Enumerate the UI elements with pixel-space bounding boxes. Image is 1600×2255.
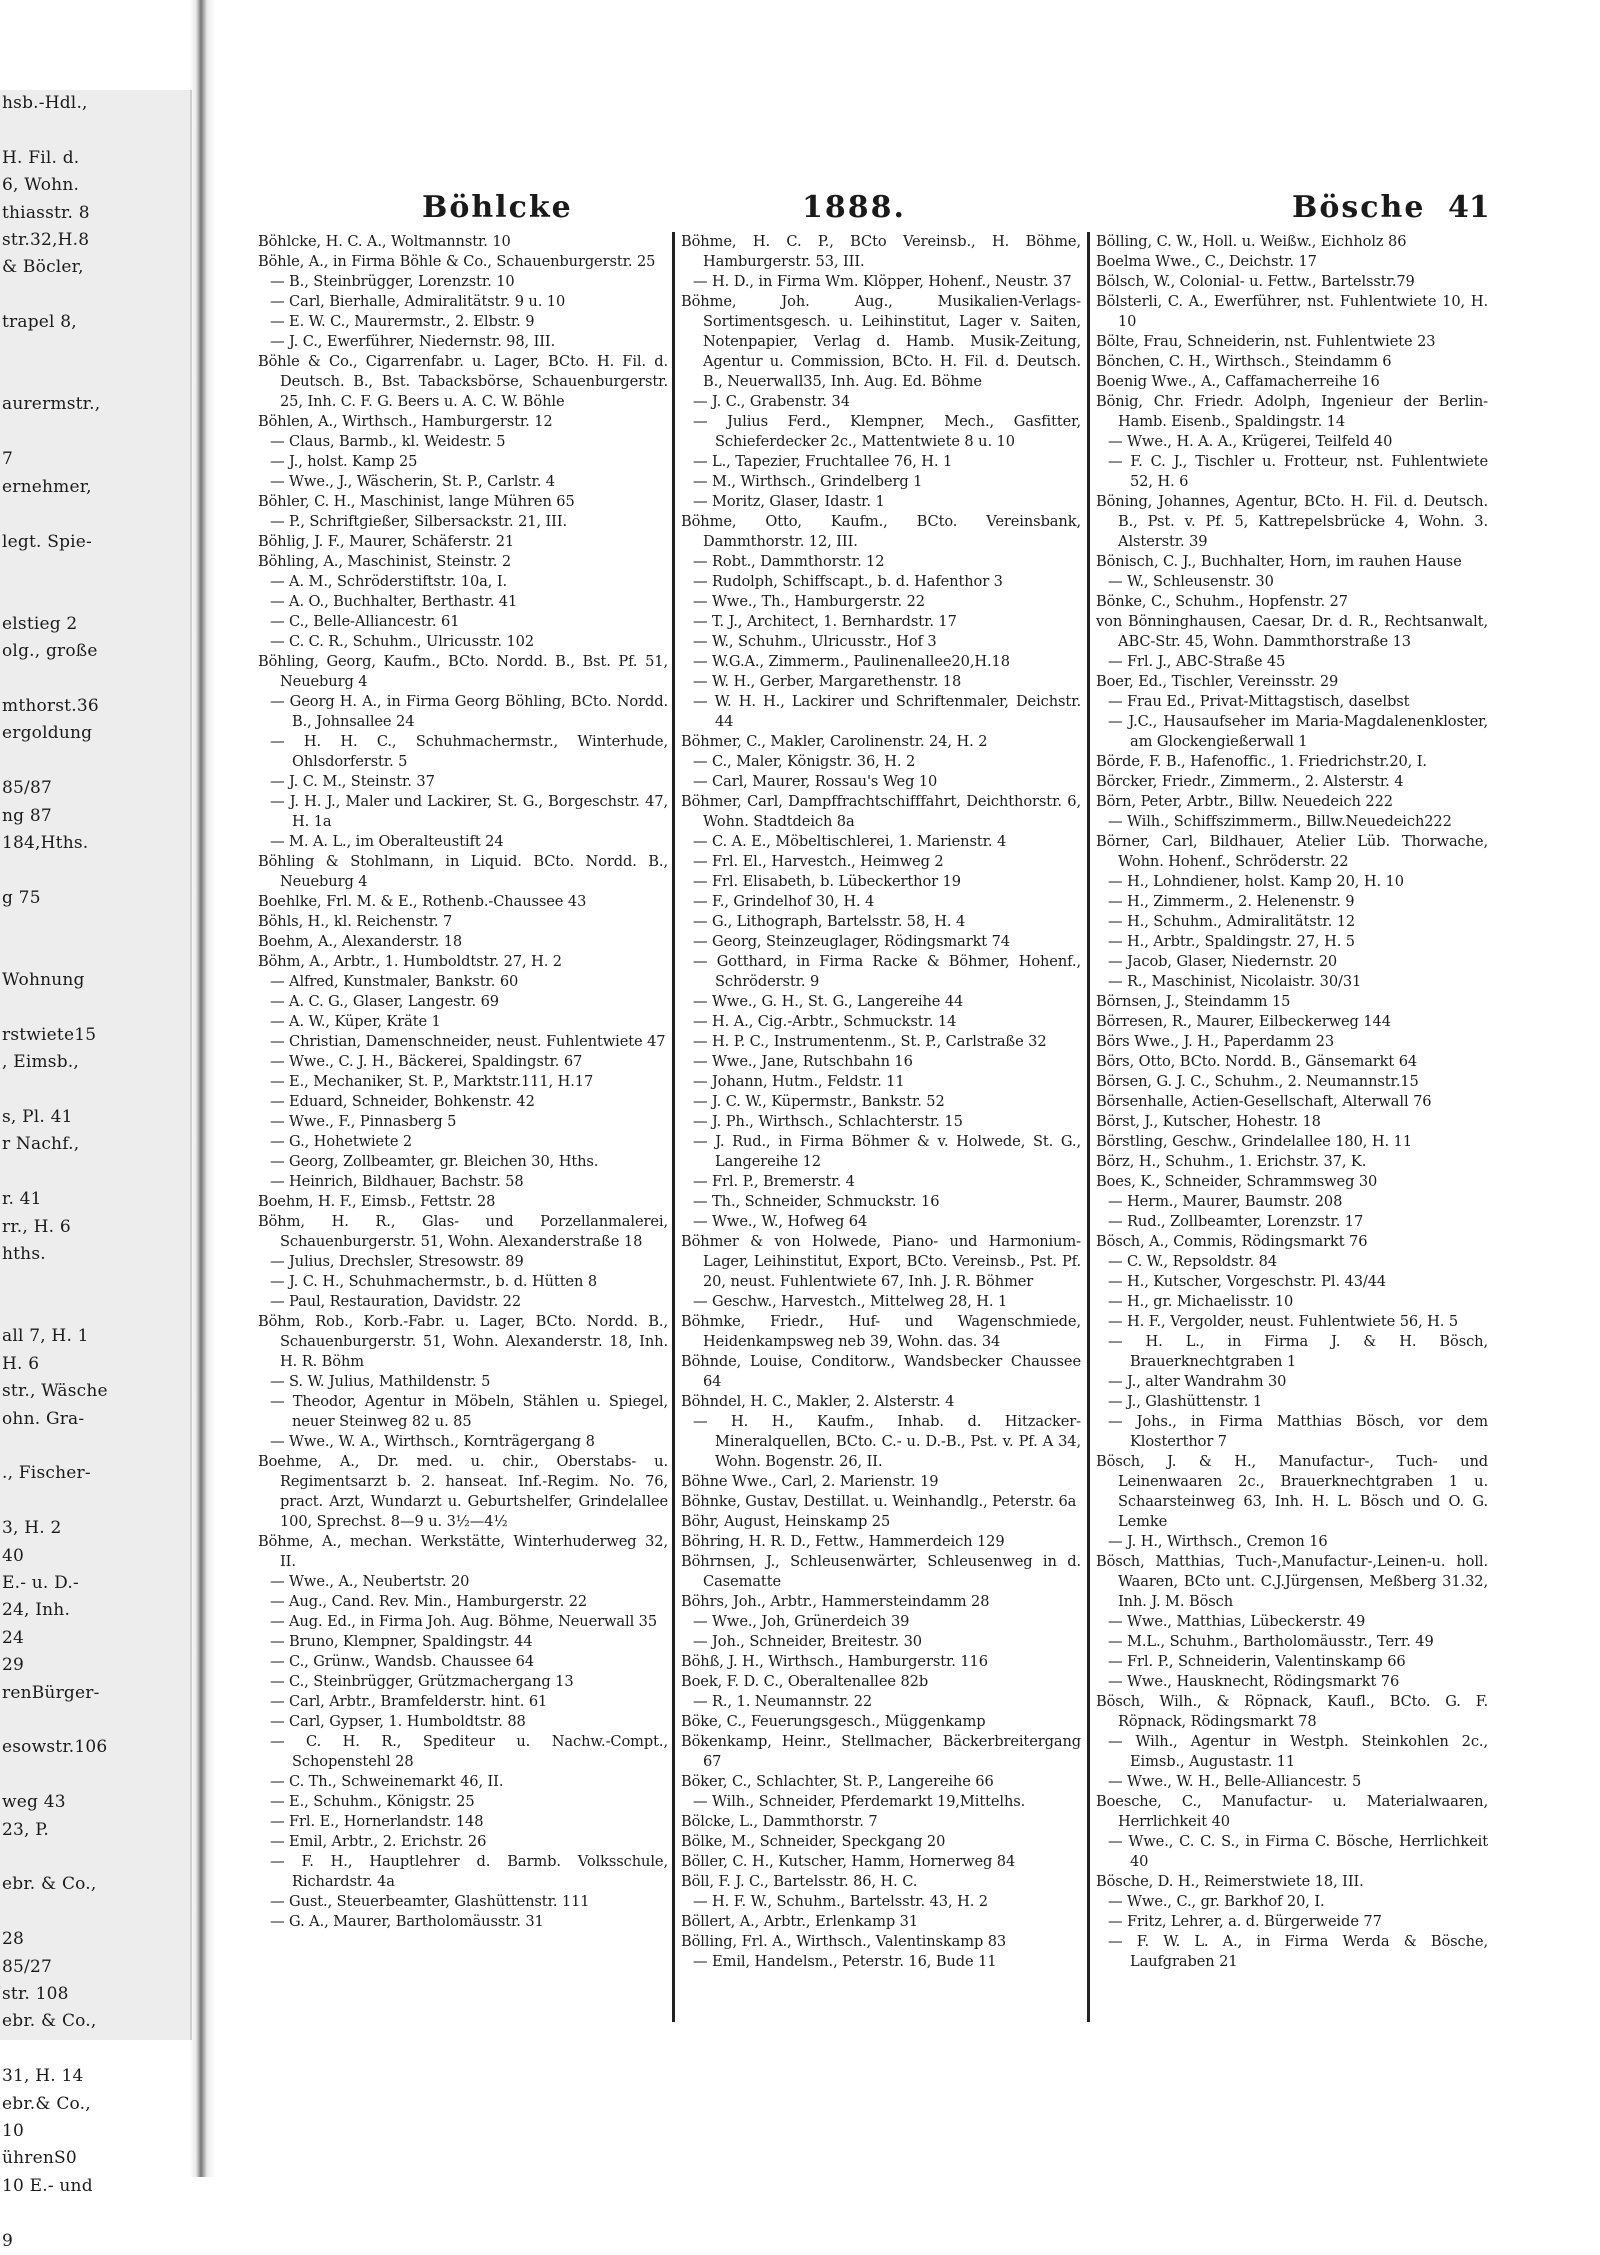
directory-entry: Böning, Johannes, Agentur, BCto. H. Fil. d. Deutsch. B., Pst. v. Pf. 5, Kattrepelsbrücke 4, Wohn. 3. Alsterstr. 39 bbox=[1096, 493, 1488, 550]
previous-page-fragment bbox=[0, 90, 192, 2251]
directory-entry: — C. A. E., Möbeltischlerei, 1. Marienstr. 4 bbox=[693, 833, 1007, 850]
directory-entry: — J. Ph., Wirthsch., Schlachterstr. 15 bbox=[693, 1113, 963, 1130]
directory-entry: — F. C. J., Tischler u. Frotteur, nst. Fuhlentwiete 52, H. 6 bbox=[1108, 453, 1488, 490]
directory-entry: — W.G.A., Zimmerm., Paulinenallee20,H.18 bbox=[693, 653, 1010, 670]
fragment-line: & Böcler, bbox=[2, 257, 84, 278]
directory-entry: Böhme, H. C. P., BCto Vereinsb., H. Böhme, Hamburgerstr. 53, III. bbox=[681, 233, 1081, 270]
directory-entry: — C. C. R., Schuhm., Ulricusstr. 102 bbox=[270, 633, 535, 650]
directory-entry: — H. P. C., Instrumentenm., St. P., Carlstraße 32 bbox=[693, 1033, 1047, 1050]
directory-entry: Böhlen, A., Wirthsch., Hamburgerstr. 12 bbox=[258, 413, 553, 430]
directory-entry: — F. H., Hauptlehrer d. Barmb. Volksschule, Richardstr. 4a bbox=[270, 1853, 668, 1890]
directory-entry: — C. W., Repsoldstr. 84 bbox=[1108, 1253, 1278, 1270]
directory-entry: Boehm, H. F., Eimsb., Fettstr. 28 bbox=[258, 1193, 496, 1210]
fragment-line: weg 43 bbox=[2, 1792, 66, 1813]
fragment-line: str. 108 bbox=[2, 1984, 69, 2005]
fragment-line bbox=[0, 282, 190, 309]
fragment-line: , Eimsb., bbox=[2, 1052, 79, 1073]
directory-entry: — Moritz, Glaser, Idastr. 1 bbox=[693, 493, 885, 510]
directory-entry: — Emil, Arbtr., 2. Erichstr. 26 bbox=[270, 1833, 487, 1850]
directory-entry: — C. Th., Schweinemarkt 46, II. bbox=[270, 1773, 504, 1790]
fragment-line bbox=[0, 1433, 190, 1460]
directory-entry: Bösch, J. & H., Manufactur-, Tuch- und Leinenwaaren 2c., Brauerknechtgraben 1 u. Schaarsteinweg 63, Inh. H. L. Bösch und O. G. Lemke bbox=[1096, 1453, 1488, 1530]
directory-entry: — J., holst. Kamp 25 bbox=[270, 453, 418, 470]
page-number: 41 bbox=[1448, 190, 1490, 225]
directory-entry: Börcker, Friedr., Zimmerm., 2. Alsterstr. 4 bbox=[1096, 773, 1404, 790]
directory-entry: — Frl. J., ABC-Straße 45 bbox=[1108, 653, 1286, 670]
directory-entry: — Wwe., Matthias, Lübeckerstr. 49 bbox=[1108, 1613, 1366, 1630]
directory-entry: Bölte, Frau, Schneiderin, nst. Fuhlentwiete 23 bbox=[1096, 333, 1436, 350]
directory-entry: Böhle & Co., Cigarrenfabr. u. Lager, BCto. H. Fil. d. Deutsch. B., Bst. Tabacksbörse, Schauenburgerstr. 25, Inh. C. F. G. Beers u. A. C. W. Böhle bbox=[258, 353, 668, 410]
directory-entry: — H. L., in Firma J. & H. Bösch, Brauerknechtgraben 1 bbox=[1108, 1333, 1488, 1370]
fragment-line: ohn. Gra- bbox=[2, 1408, 85, 1429]
fragment-line: 7 bbox=[2, 449, 14, 470]
directory-entry: — F., Grindelhof 30, H. 4 bbox=[693, 893, 875, 910]
fragment-line: 40 bbox=[2, 1545, 25, 1566]
directory-entry: Böhler, C. H., Maschinist, lange Mühren 65 bbox=[258, 493, 575, 510]
directory-entry: Bölsterli, C. A., Ewerführer, nst. Fuhlentwiete 10, H. 10 bbox=[1096, 293, 1488, 330]
fragment-line: ng 87 bbox=[2, 805, 52, 826]
directory-entry: — E. W. C., Maurermstr., 2. Elbstr. 9 bbox=[270, 313, 535, 330]
directory-entry: — Rud., Zollbeamter, Lorenzstr. 17 bbox=[1108, 1213, 1364, 1230]
directory-entry: — M. A. L., im Oberalteustift 24 bbox=[270, 833, 504, 850]
directory-entry: — H. D., in Firma Wm. Klöpper, Hohenf., Neustr. 37 bbox=[693, 273, 1072, 290]
directory-entry: Boenig Wwe., A., Caffamacherreihe 16 bbox=[1096, 373, 1380, 390]
directory-entry: Bönchen, C. H., Wirthsch., Steindamm 6 bbox=[1096, 353, 1392, 370]
directory-entry: Böhrnsen, J., Schleusenwärter, Schleusenweg in d. Casematte bbox=[681, 1553, 1081, 1590]
fragment-line: elstieg 2 bbox=[2, 613, 78, 634]
directory-entry: — Wwe., Jane, Rutschbahn 16 bbox=[693, 1053, 913, 1070]
directory-entry: Böhmer, Carl, Dampffrachtschifffahrt, Deichthorstr. 6, Wohn. Stadtdeich 8a bbox=[681, 793, 1081, 830]
directory-entry: — Th., Schneider, Schmuckstr. 16 bbox=[693, 1193, 940, 1210]
running-head-left: Böhlcke bbox=[422, 190, 573, 225]
fragment-line: 24, Inh. bbox=[2, 1600, 71, 1621]
directory-entry: Boehme, A., Dr. med. u. chir., Oberstabs- u. Regimentsarzt b. 2. hanseat. Inf.-Regim. No. 76, pract. Arzt, Wundarzt u. Geburtshelfer, Grindelallee 100, Sprechst. 8—9 u. 3½—4½ bbox=[258, 1453, 668, 1530]
directory-entry: Böhm, H. R., Glas- und Porzellanmalerei, Schauenburgerstr. 51, Wohn. Alexanderstraße 18 bbox=[258, 1213, 668, 1250]
directory-entry: Bönisch, C. J., Buchhalter, Horn, im rauhen Hause bbox=[1096, 553, 1462, 570]
directory-entry: Böhlig, J. F., Maurer, Schäferstr. 21 bbox=[258, 533, 515, 550]
directory-entry: — H. H. C., Schuhmachermstr., Winterhude, Ohlsdorferstr. 5 bbox=[270, 733, 668, 770]
directory-entry: — J. Rud., in Firma Böhmer & v. Holwede, St. G., Langereihe 12 bbox=[693, 1133, 1081, 1170]
directory-entry: — Georg, Zollbeamter, gr. Bleichen 30, Hths. bbox=[270, 1153, 599, 1170]
directory-entry: — Robt., Dammthorstr. 12 bbox=[693, 553, 885, 570]
directory-entry: Bölsch, W., Colonial- u. Fettw., Bartelsstr.79 bbox=[1096, 273, 1415, 290]
directory-entry: — J. C. M., Steinstr. 37 bbox=[270, 773, 435, 790]
directory-entry: — Herm., Maurer, Baumstr. 208 bbox=[1108, 1193, 1343, 1210]
directory-entry: Boehlke, Frl. M. & E., Rothenb.-Chaussee 43 bbox=[258, 893, 587, 910]
directory-entry: Bösche, D. H., Reimerstwiete 18, III. bbox=[1096, 1873, 1364, 1890]
directory-entry: — Frl. E., Hornerlandstr. 148 bbox=[270, 1813, 484, 1830]
directory-entry: — J. C., Ewerführer, Niedernstr. 98, III. bbox=[270, 333, 556, 350]
directory-entry: — W. H., Gerber, Margarethenstr. 18 bbox=[693, 673, 962, 690]
fragment-line: 6, Wohn. bbox=[2, 175, 80, 196]
directory-entry: — Georg H. A., in Firma Georg Böhling, BCto. Nordd. B., Johnsallee 24 bbox=[270, 693, 668, 730]
directory-entry: — Aug. Ed., in Firma Joh. Aug. Böhme, Neuerwall 35 bbox=[270, 1613, 658, 1630]
fragment-line: 9 bbox=[2, 2230, 14, 2251]
directory-entry: Börsen, G. J. C., Schuhm., 2. Neumannstr.15 bbox=[1096, 1073, 1419, 1090]
directory-entry: — H. F. W., Schuhm., Bartelsstr. 43, H. 2 bbox=[693, 1893, 988, 1910]
fragment-line: ebr. & Co., bbox=[2, 2011, 97, 2032]
column-divider bbox=[1087, 232, 1090, 2022]
fragment-line bbox=[0, 2200, 190, 2227]
directory-entry: Böller, C. H., Kutscher, Hamm, Hornerweg 84 bbox=[681, 1853, 1016, 1870]
directory-entry: — Christian, Damenschneider, neust. Fuhlentwiete 47 bbox=[270, 1033, 666, 1050]
fragment-line: ergoldung bbox=[2, 723, 93, 744]
fragment-line: rr., H. 6 bbox=[2, 1216, 71, 1237]
fragment-line: ührenS0 bbox=[2, 2148, 77, 2169]
directory-entry: Böhß, J. H., Wirthsch., Hamburgerstr. 116 bbox=[681, 1653, 988, 1670]
directory-entry: — C., Steinbrügger, Grützmachergang 13 bbox=[270, 1673, 574, 1690]
directory-entry: — Wwe., C., gr. Barkhof 20, I. bbox=[1108, 1893, 1325, 1910]
directory-entry: — Johann, Hutm., Feldstr. 11 bbox=[693, 1073, 905, 1090]
fragment-line: rstwiete15 bbox=[2, 1024, 97, 1045]
directory-entry: — R., 1. Neumannstr. 22 bbox=[693, 1693, 873, 1710]
fragment-line: 31, H. 14 bbox=[2, 2066, 84, 2087]
fragment-line bbox=[0, 419, 190, 446]
column-divider bbox=[672, 232, 675, 2022]
directory-entry: — W., Schuhm., Ulricusstr., Hof 3 bbox=[693, 633, 937, 650]
fragment-line: 3, H. 2 bbox=[2, 1518, 62, 1539]
fragment-line bbox=[0, 857, 190, 884]
fragment-line: thiasstr. 8 bbox=[2, 202, 90, 223]
fragment-line bbox=[0, 1899, 190, 1926]
directory-entry: Börner, Carl, Bildhauer, Atelier Lüb. Thorwache, Wohn. Hohenf., Schröderstr. 22 bbox=[1096, 833, 1488, 870]
fragment-line: ebr.& Co., bbox=[2, 2093, 91, 2114]
directory-entry: Böhmke, Friedr., Huf- und Wagenschmiede, Heidenkampsweg neb 39, Wohn. das. 34 bbox=[681, 1313, 1081, 1350]
directory-entry: Böll, F. J. C., Bartelsstr. 86, H. C. bbox=[681, 1873, 918, 1890]
directory-entry: Börstling, Geschw., Grindelallee 180, H. 11 bbox=[1096, 1133, 1412, 1150]
directory-entry: Böhme, Otto, Kaufm., BCto. Vereinsbank, Dammthorstr. 12, III. bbox=[681, 513, 1081, 550]
directory-entry: — H. A., Cig.-Arbtr., Schmuckstr. 14 bbox=[693, 1013, 957, 1030]
directory-entry: Böhme, A., mechan. Werkstätte, Winterhuderweg 32, II. bbox=[258, 1533, 668, 1570]
fragment-line bbox=[0, 1844, 190, 1871]
directory-entry: — Georg, Steinzeuglager, Rödingsmarkt 74 bbox=[693, 933, 1010, 950]
directory-entry: — Gotthard, in Firma Racke & Böhmer, Hohenf., Schröderstr. 9 bbox=[693, 953, 1081, 990]
fragment-line: 28 bbox=[2, 1929, 25, 1950]
directory-entry: — E., Mechaniker, St. P., Marktstr.111, H.17 bbox=[270, 1073, 594, 1090]
fragment-line bbox=[0, 117, 190, 144]
fragment-line bbox=[0, 501, 190, 528]
fragment-line: aurermstr., bbox=[2, 394, 101, 415]
directory-entry: Böhling & Stohlmann, in Liquid. BCto. Nordd. B., Neueburg 4 bbox=[258, 853, 668, 890]
directory-entry: — H., gr. Michaelisstr. 10 bbox=[1108, 1293, 1294, 1310]
fragment-line bbox=[0, 1268, 190, 1295]
directory-entry: Boesche, C., Manufactur- u. Materialwaaren, Herrlichkeit 40 bbox=[1096, 1793, 1488, 1830]
directory-entry: — Alfred, Kunstmaler, Bankstr. 60 bbox=[270, 973, 519, 990]
fragment-line: ernehmer, bbox=[2, 476, 92, 497]
fragment-line: r. 41 bbox=[2, 1189, 42, 1210]
fragment-line: 10 E.- und bbox=[2, 2175, 93, 2196]
fragment-line: mthorst.36 bbox=[2, 695, 99, 716]
directory-entry: — J., alter Wandrahm 30 bbox=[1108, 1373, 1287, 1390]
directory-entry: Böhm, Rob., Korb.-Fabr. u. Lager, BCto. Nordd. B., Schauenburgerstr. 51, Wohn. Alexanderstr. 18, Inh. H. R. Böhm bbox=[258, 1313, 668, 1370]
directory-entry: — Frau Ed., Privat-Mittagstisch, daselbst bbox=[1108, 693, 1410, 710]
directory-column-3 bbox=[1096, 232, 1488, 2022]
fragment-line: E.- u. D.- bbox=[2, 1572, 79, 1593]
fragment-line: 10 bbox=[2, 2121, 25, 2142]
directory-entry: — Joh., Schneider, Breitestr. 30 bbox=[693, 1633, 922, 1650]
fragment-line bbox=[0, 2036, 190, 2063]
directory-entry: Böhle, A., in Firma Böhle & Co., Schauenburgerstr. 25 bbox=[258, 253, 656, 270]
page-header bbox=[260, 190, 1490, 230]
directory-entry: Böhndel, H. C., Makler, 2. Alsterstr. 4 bbox=[681, 1393, 955, 1410]
directory-entry: — Rudolph, Schiffscapt., b. d. Hafenthor 3 bbox=[693, 573, 1003, 590]
fragment-line: 184,Hths. bbox=[2, 832, 89, 853]
fragment-line bbox=[0, 940, 190, 967]
fragment-line: 29 bbox=[2, 1655, 25, 1676]
fragment-line: Wohnung bbox=[2, 970, 85, 990]
directory-entry: Böhnde, Louise, Conditorw., Wandsbecker Chaussee 64 bbox=[681, 1353, 1081, 1390]
directory-entry: — Wwe., A., Neubertstr. 20 bbox=[270, 1573, 470, 1590]
directory-entry: — Emil, Handelsm., Peterstr. 16, Bude 11 bbox=[693, 1953, 997, 1970]
directory-entry: — Frl. P., Bremerstr. 4 bbox=[693, 1173, 855, 1190]
directory-entry: — C., Grünw., Wandsb. Chaussee 64 bbox=[270, 1653, 535, 1670]
directory-entry: — Wwe., Hausknecht, Rödingsmarkt 76 bbox=[1108, 1673, 1400, 1690]
directory-entry: Böhmer & von Holwede, Piano- und Harmonium-Lager, Leihinstitut, Export, BCto. Vereinsb., Pst. Pf. 20, neust. Fuhlentwiete 67, Inh. J. R. Böhmer bbox=[681, 1233, 1081, 1290]
directory-entry: — H., Schuhm., Admiralitätstr. 12 bbox=[1108, 913, 1356, 930]
directory-entry: — H., Arbtr., Spaldingstr. 27, H. 5 bbox=[1108, 933, 1355, 950]
directory-entry: — P., Schriftgießer, Silbersackstr. 21, III. bbox=[270, 513, 568, 530]
directory-entry: Bösch, Matthias, Tuch-,Manufactur-,Leinen-u. holl. Waaren, BCto unt. C.J.Jürgensen, Meßberg 31.32, Inh. J. M. Bösch bbox=[1096, 1553, 1488, 1610]
directory-column-2 bbox=[681, 232, 1081, 2022]
fragment-line bbox=[0, 994, 190, 1021]
directory-entry: Boehm, A., Alexanderstr. 18 bbox=[258, 933, 463, 950]
directory-entry: Böhlcke, H. C. A., Woltmannstr. 10 bbox=[258, 233, 511, 250]
fragment-line: olg., große bbox=[2, 641, 98, 662]
directory-entry: Börresen, R., Maurer, Eilbeckerweg 144 bbox=[1096, 1013, 1391, 1030]
directory-entry: — Heinrich, Bildhauer, Bachstr. 58 bbox=[270, 1173, 524, 1190]
fragment-line: legt. Spie- bbox=[2, 531, 92, 552]
fragment-line: 85/27 bbox=[2, 1956, 52, 1977]
directory-entry: Böhling, A., Maschinist, Steinstr. 2 bbox=[258, 553, 512, 570]
directory-entry: Börs, Otto, BCto. Nordd. B., Gänsemarkt 64 bbox=[1096, 1053, 1418, 1070]
fragment-line bbox=[0, 364, 190, 391]
directory-entry: — S. W. Julius, Mathildenstr. 5 bbox=[270, 1373, 491, 1390]
directory-entry: — Carl, Gypser, 1. Humboldtstr. 88 bbox=[270, 1713, 526, 1730]
directory-entry: Böllert, A., Arbtr., Erlenkamp 31 bbox=[681, 1913, 919, 1930]
directory-entry: Boes, K., Schneider, Schrammsweg 30 bbox=[1096, 1173, 1378, 1190]
directory-entry: — Gust., Steuerbeamter, Glashüttenstr. 111 bbox=[270, 1893, 590, 1910]
directory-entry: — Frl. El., Harvestch., Heimweg 2 bbox=[693, 853, 944, 870]
directory-entry: — Carl, Bierhalle, Admiralitätstr. 9 u. 10 bbox=[270, 293, 566, 310]
fragment-line: all 7, H. 1 bbox=[2, 1326, 89, 1347]
directory-entry: Bönke, C., Schuhm., Hopfenstr. 27 bbox=[1096, 593, 1348, 610]
fragment-line: ebr. & Co., bbox=[2, 1874, 97, 1895]
fragment-line bbox=[0, 1488, 190, 1515]
fragment-line: ., Fischer- bbox=[2, 1463, 91, 1484]
directory-entry: — G., Lithograph, Bartelsstr. 58, H. 4 bbox=[693, 913, 966, 930]
directory-entry: — Wilh., Agentur in Westph. Steinkohlen 2c., Eimsb., Augustastr. 11 bbox=[1108, 1733, 1488, 1770]
fragment-line: hths. bbox=[2, 1244, 46, 1265]
fragment-line bbox=[0, 1077, 190, 1104]
fragment-line bbox=[0, 748, 190, 775]
directory-entry: — J., Glashüttenstr. 1 bbox=[1108, 1393, 1263, 1410]
directory-entry: — A. O., Buchhalter, Berthastr. 41 bbox=[270, 593, 518, 610]
fragment-line bbox=[0, 556, 190, 583]
directory-entry: Börde, F. B., Hafenoffic., 1. Friedrichstr.20, I. bbox=[1096, 753, 1427, 770]
directory-entry: — Frl. P., Schneiderin, Valentinskamp 66 bbox=[1108, 1653, 1406, 1670]
directory-entry: — E., Schuhm., Königstr. 25 bbox=[270, 1793, 475, 1810]
directory-entry: Böhls, H., kl. Reichenstr. 7 bbox=[258, 913, 453, 930]
directory-entry: — C., Belle-Alliancestr. 61 bbox=[270, 613, 460, 630]
directory-columns bbox=[258, 232, 1488, 2022]
directory-entry: — Wilh., Schneider, Pferdemarkt 19,Mittelhs. bbox=[693, 1793, 1026, 1810]
directory-entry: Bösch, Wilh., & Röpnack, Kaufl., BCto. G. F. Röpnack, Rödingsmarkt 78 bbox=[1096, 1693, 1488, 1730]
fragment-line bbox=[0, 1296, 190, 1323]
directory-entry: — L., Tapezier, Fruchtallee 76, H. 1 bbox=[693, 453, 953, 470]
directory-entry: — Johs., in Firma Matthias Bösch, vor dem Klosterthor 7 bbox=[1108, 1413, 1488, 1450]
directory-entry: — J.C., Hausaufseher im Maria-Magdalenenkloster, am Glockengießerwall 1 bbox=[1108, 713, 1488, 750]
directory-entry: Böhmer, C., Makler, Carolinenstr. 24, H. 2 bbox=[681, 733, 988, 750]
directory-entry: Boelma Wwe., C., Deichstr. 17 bbox=[1096, 253, 1317, 270]
directory-entry: — A. W., Küper, Kräte 1 bbox=[270, 1013, 441, 1030]
directory-entry: — Paul, Restauration, Davidstr. 22 bbox=[270, 1293, 522, 1310]
directory-column-1 bbox=[258, 232, 668, 2022]
directory-entry: — F. W. L. A., in Firma Werda & Bösche, Laufgraben 21 bbox=[1108, 1933, 1488, 1970]
directory-entry: — J. H. J., Maler und Lackirer, St. G., Borgeschstr. 47, H. 1a bbox=[270, 793, 668, 830]
fragment-line bbox=[0, 912, 190, 939]
directory-entry: — Wilh., Schiffszimmerm., Billw.Neuedeich222 bbox=[1108, 813, 1452, 830]
directory-entry: — Bruno, Klempner, Spaldingstr. 44 bbox=[270, 1633, 533, 1650]
directory-entry: Börnsen, J., Steindamm 15 bbox=[1096, 993, 1291, 1010]
running-head-year: 1888. bbox=[802, 190, 906, 225]
directory-entry: — Wwe., Th., Hamburgerstr. 22 bbox=[693, 593, 925, 610]
fragment-line: 85/87 bbox=[2, 778, 52, 799]
fragment-line: 24 bbox=[2, 1627, 25, 1648]
directory-entry: — J. C., Grabenstr. 34 bbox=[693, 393, 850, 410]
fragment-line: hsb.-Hdl., bbox=[2, 93, 88, 113]
directory-entry: — Julius, Drechsler, Stresowstr. 89 bbox=[270, 1253, 524, 1270]
directory-entry: Böke, C., Feuerungsgesch., Müggenkamp bbox=[681, 1713, 986, 1730]
directory-entry: — C., Maler, Königstr. 36, H. 2 bbox=[693, 753, 916, 770]
directory-entry: Boer, Ed., Tischler, Vereinsstr. 29 bbox=[1096, 673, 1339, 690]
directory-entry: Boek, F. D. C., Oberaltenallee 82b bbox=[681, 1673, 929, 1690]
directory-entry: — Wwe., C. C. S., in Firma C. Bösche, Herrlichkeit 40 bbox=[1108, 1833, 1488, 1870]
directory-entry: Böker, C., Schlachter, St. P., Langereihe 66 bbox=[681, 1773, 994, 1790]
directory-entry: — B., Steinbrügger, Lorenzstr. 10 bbox=[270, 273, 515, 290]
directory-entry: Böhr, August, Heinskamp 25 bbox=[681, 1513, 891, 1530]
directory-entry: Bölling, Frl. A., Wirthsch., Valentinskamp 83 bbox=[681, 1933, 1007, 1950]
directory-entry: — H., Lohndiener, holst. Kamp 20, H. 10 bbox=[1108, 873, 1404, 890]
directory-entry: Bölcke, L., Dammthorstr. 7 bbox=[681, 1813, 878, 1830]
directory-entry: — Wwe., W. H., Belle-Alliancestr. 5 bbox=[1108, 1773, 1362, 1790]
fragment-line: renBürger- bbox=[2, 1682, 100, 1703]
directory-entry: Bönig, Chr. Friedr. Adolph, Ingenieur der Berlin-Hamb. Eisenb., Spaldingstr. 14 bbox=[1096, 393, 1488, 430]
fragment-line: H. 6 bbox=[2, 1353, 40, 1374]
directory-entry: — M.L., Schuhm., Bartholomäusstr., Terr. 49 bbox=[1108, 1633, 1434, 1650]
directory-entry: — C. H. R., Spediteur u. Nachw.-Compt., Schopenstehl 28 bbox=[270, 1733, 668, 1770]
fragment-line bbox=[0, 1762, 190, 1789]
directory-entry: Börsenhalle, Actien-Gesellschaft, Alterwall 76 bbox=[1096, 1093, 1432, 1110]
directory-entry: von Bönninghausen, Caesar, Dr. d. R., Rechtsanwalt, ABC-Str. 45, Wohn. Dammthorstraße 13 bbox=[1096, 613, 1488, 650]
fragment-line: g 75 bbox=[2, 887, 41, 908]
fragment-line bbox=[0, 583, 190, 610]
directory-entry: — Jacob, Glaser, Niedernstr. 20 bbox=[1108, 953, 1338, 970]
directory-entry: Böhne Wwe., Carl, 2. Marienstr. 19 bbox=[681, 1473, 939, 1490]
fragment-line bbox=[0, 337, 190, 364]
directory-entry: Böhling, Georg, Kaufm., BCto. Nordd. B., Bst. Pf. 51, Neueburg 4 bbox=[258, 653, 668, 690]
fragment-line: str., Wäsche bbox=[2, 1381, 108, 1402]
directory-entry: — W. H. H., Lackirer und Schriftenmaler, Deichstr. 44 bbox=[693, 693, 1081, 730]
directory-entry: — A. M., Schröderstiftstr. 10a, I. bbox=[270, 573, 508, 590]
directory-entry: — Aug., Cand. Rev. Min., Hamburgerstr. 22 bbox=[270, 1593, 588, 1610]
running-head-right: Bösche bbox=[1292, 190, 1426, 225]
directory-entry: Bökenkamp, Heinr., Stellmacher, Bäckerbreitergang 67 bbox=[681, 1733, 1081, 1770]
directory-entry: — Wwe., G. H., St. G., Langereihe 44 bbox=[693, 993, 964, 1010]
directory-entry: — H. F., Vergolder, neust. Fuhlentwiete 56, H. 5 bbox=[1108, 1313, 1459, 1330]
directory-entry: — Wwe., F., Pinnasberg 5 bbox=[270, 1113, 457, 1130]
directory-entry: — Wwe., W. A., Wirthsch., Kornträgergang 8 bbox=[270, 1433, 595, 1450]
directory-entry: Börs Wwe., J. H., Paperdamm 23 bbox=[1096, 1033, 1335, 1050]
fragment-line: H. Fil. d. bbox=[2, 147, 80, 168]
directory-entry: — W., Schleusenstr. 30 bbox=[1108, 573, 1274, 590]
directory-entry: — Geschw., Harvestch., Mittelweg 28, H. 1 bbox=[693, 1293, 1008, 1310]
directory-entry: Böhnke, Gustav, Destillat. u. Weinhandlg., Peterstr. 6a bbox=[681, 1493, 1077, 1510]
directory-entry: — Wwe., W., Hofweg 64 bbox=[693, 1213, 868, 1230]
directory-entry: — Carl, Maurer, Rossau's Weg 10 bbox=[693, 773, 938, 790]
directory-entry: Böhrs, Joh., Arbtr., Hammersteindamm 28 bbox=[681, 1593, 990, 1610]
directory-entry: — H., Zimmerm., 2. Helenenstr. 9 bbox=[1108, 893, 1355, 910]
directory-entry: Börn, Peter, Arbtr., Billw. Neuedeich 222 bbox=[1096, 793, 1393, 810]
fragment-line bbox=[0, 1707, 190, 1734]
directory-entry: — J. C. H., Schuhmachermstr., b. d. Hütten 8 bbox=[270, 1273, 598, 1290]
directory-entry: — R., Maschinist, Nicolaistr. 30/31 bbox=[1108, 973, 1362, 990]
directory-entry: — H., Kutscher, Vorgeschstr. Pl. 43/44 bbox=[1108, 1273, 1387, 1290]
directory-entry: — G. A., Maurer, Bartholomäusstr. 31 bbox=[270, 1913, 544, 1930]
directory-entry: — H. H., Kaufm., Inhab. d. Hitzacker-Mineralquellen, BCto. C.- u. D.-B., Pst. v. Pf. A 34, Wohn. Bogenstr. 26, II. bbox=[693, 1413, 1081, 1470]
directory-entry: Böhring, H. R. D., Fettw., Hammerdeich 129 bbox=[681, 1533, 1005, 1550]
directory-entry: — Fritz, Lehrer, a. d. Bürgerweide 77 bbox=[1108, 1913, 1382, 1930]
directory-entry: — Theodor, Agentur in Möbeln, Stählen u. Spiegel, neuer Steinweg 82 u. 85 bbox=[270, 1393, 668, 1430]
directory-entry: Bölke, M., Schneider, Speckgang 20 bbox=[681, 1833, 946, 1850]
directory-entry: — Carl, Arbtr., Bramfelderstr. hint. 61 bbox=[270, 1693, 548, 1710]
directory-entry: — Wwe., C. J. H., Bäckerei, Spaldingstr. 67 bbox=[270, 1053, 583, 1070]
directory-entry: Böhm, A., Arbtr., 1. Humboldtstr. 27, H. 2 bbox=[258, 953, 562, 970]
fragment-line: s, Pl. 41 bbox=[2, 1107, 73, 1128]
directory-entry: — Wwe., J., Wäscherin, St. P., Carlstr. 4 bbox=[270, 473, 555, 490]
fragment-line bbox=[0, 1159, 190, 1186]
directory-entry: — Wwe., H. A. A., Krügerei, Teilfeld 40 bbox=[1108, 433, 1393, 450]
directory-entry: Bösch, A., Commis, Rödingsmarkt 76 bbox=[1096, 1233, 1368, 1250]
directory-entry: — Claus, Barmb., kl. Weidestr. 5 bbox=[270, 433, 506, 450]
directory-entry: Börst, J., Kutscher, Hohestr. 18 bbox=[1096, 1113, 1321, 1130]
fragment-line: r Nachf., bbox=[2, 1134, 80, 1155]
fragment-line: 23, P. bbox=[2, 1819, 50, 1840]
directory-entry: — J. C. W., Küpermstr., Bankstr. 52 bbox=[693, 1093, 945, 1110]
directory-entry: — Wwe., Joh, Grünerdeich 39 bbox=[693, 1613, 910, 1630]
directory-entry: — T. J., Architect, 1. Bernhardstr. 17 bbox=[693, 613, 957, 630]
directory-entry: — J. H., Wirthsch., Cremon 16 bbox=[1108, 1533, 1328, 1550]
directory-entry: — M., Wirthsch., Grindelberg 1 bbox=[693, 473, 923, 490]
fragment-line: str.32,H.8 bbox=[2, 230, 90, 251]
directory-entry: Börz, H., Schuhm., 1. Erichstr. 37, K. bbox=[1096, 1153, 1367, 1170]
directory-entry: — Julius Ferd., Klempner, Mech., Gasfitter, Schieferdecker 2c., Mattentwiete 8 u. 10 bbox=[693, 413, 1081, 450]
directory-entry: — G., Hohetwiete 2 bbox=[270, 1133, 413, 1150]
directory-entry: — A. C. G., Glaser, Langestr. 69 bbox=[270, 993, 499, 1010]
fragment-line bbox=[0, 666, 190, 693]
fragment-line: trapel 8, bbox=[2, 312, 77, 333]
directory-entry: Böhme, Joh. Aug., Musikalien-Verlags-Sortimentsgesch. u. Leihinstitut, Lager v. Saiten, Notenpapier, Verlag d. Hamb. Musik-Zeitung, Agentur u. Commission, BCto. H. Fil. d. Deutsch. B., Neuerwall35, Inh. Aug. Ed. Böhme bbox=[681, 293, 1081, 390]
directory-entry: — Frl. Elisabeth, b. Lübeckerthor 19 bbox=[693, 873, 961, 890]
directory-entry: Bölling, C. W., Holl. u. Weißw., Eichholz 86 bbox=[1096, 233, 1407, 250]
directory-entry: — Eduard, Schneider, Bohkenstr. 42 bbox=[270, 1093, 535, 1110]
fragment-line: esowstr.106 bbox=[2, 1737, 108, 1758]
